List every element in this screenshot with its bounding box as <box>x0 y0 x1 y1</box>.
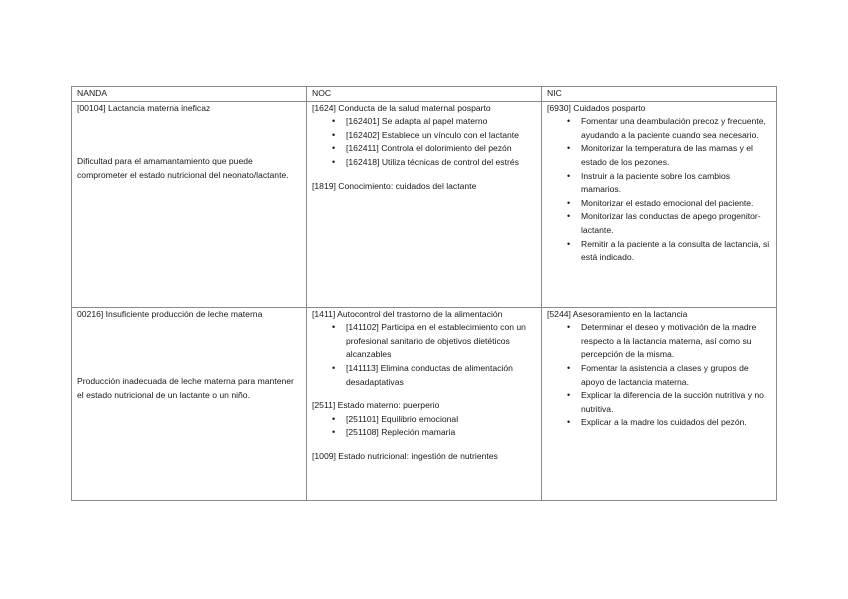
nic-cell <box>542 101 777 307</box>
table-header-row <box>72 87 777 102</box>
nanda-label: 00216] Insuficiente producción de leche materna <box>77 308 263 319</box>
list-item: • [141102] Participa en el establecimiento con un profesional sanitario de objetivos dietéticos alcanzables <box>346 321 536 362</box>
table-row <box>72 307 777 500</box>
noc-title: [1819] Conocimiento: cuidados del lactante <box>312 180 477 191</box>
list-item: • Fomentar una deambulación precoz y frecuente, ayudando a la paciente cuando sea necesario. <box>581 115 771 142</box>
nic-cell <box>542 307 777 500</box>
list-item: • [251101] Equilibrio emocional <box>346 413 536 427</box>
list-item: • [162401] Se adapta al papel materno <box>346 115 536 129</box>
nic-activity-list <box>547 321 771 430</box>
nic-title: [5244] Asesoramiento en la lactancia <box>547 308 688 319</box>
nanda-cell <box>72 101 307 307</box>
care-plan-table <box>71 86 777 501</box>
list-item: • [251108] Repleción mamaria <box>346 426 536 440</box>
nic-activity-list <box>547 115 771 265</box>
nanda-description: Dificultad para el amamantamiento que puede comprometer el estado nutricional del neonato/lactante. <box>77 156 289 180</box>
list-item: • [162402] Establece un vínculo con el lactante <box>346 129 536 143</box>
list-item: • Remitir a la paciente a la consulta de lactancia, si está indicado. <box>581 238 771 265</box>
nanda-label: [00104] Lactancia materna ineficaz <box>77 102 211 113</box>
nic-title: [6930] Cuidados posparto <box>547 102 646 113</box>
list-item: • Monitorizar la temperatura de las mamas y el estado de los pezones. <box>581 142 771 169</box>
nanda-cell <box>72 307 307 500</box>
table-row <box>72 101 777 307</box>
list-item: • Instruir a la paciente sobre los cambios mamarios. <box>581 170 771 197</box>
nanda-description: Producción inadecuada de leche materna para mantener el estado nutricional de un lactante o un niño. <box>77 376 294 400</box>
noc-title: [1624] Conducta de la salud maternal posparto <box>312 102 491 113</box>
list-item: • [162418] Utiliza técnicas de control del estrés <box>346 156 536 170</box>
list-item: • Explicar la diferencia de la succión nutritiva y no nutritiva. <box>581 389 771 416</box>
noc-title: [2511] Estado materno: puerperio <box>312 400 440 411</box>
header-nanda: NANDA <box>72 87 307 102</box>
noc-cell <box>307 307 542 500</box>
noc-title: [1411] Autocontrol del trastorno de la alimentación <box>312 308 503 319</box>
list-item: • Fomentar la asistencia a clases y grupos de apoyo de lactancia materna. <box>581 362 771 389</box>
noc-title: [1009] Estado nutricional: ingestión de nutrientes <box>312 450 498 461</box>
noc-cell <box>307 101 542 307</box>
list-item: • Monitorizar las conductas de apego progenitor-lactante. <box>581 210 771 237</box>
header-noc: NOC <box>307 87 542 102</box>
noc-indicator-list <box>312 321 536 389</box>
noc-indicator-list <box>312 115 536 169</box>
noc-indicator-list <box>312 413 536 440</box>
list-item: • [141113] Elimina conductas de alimentación desadaptativas <box>346 362 536 389</box>
list-item: • Determinar el deseo y motivación de la madre respecto a la lactancia materna, así como su percepción de la misma. <box>581 321 771 362</box>
list-item: • [162411] Controla el dolorimiento del pezón <box>346 142 536 156</box>
list-item: • Monitorizar el estado emocional del paciente. <box>581 197 771 211</box>
header-nic: NIC <box>542 87 777 102</box>
list-item: • Explicar a la madre los cuidados del pezón. <box>581 416 771 430</box>
